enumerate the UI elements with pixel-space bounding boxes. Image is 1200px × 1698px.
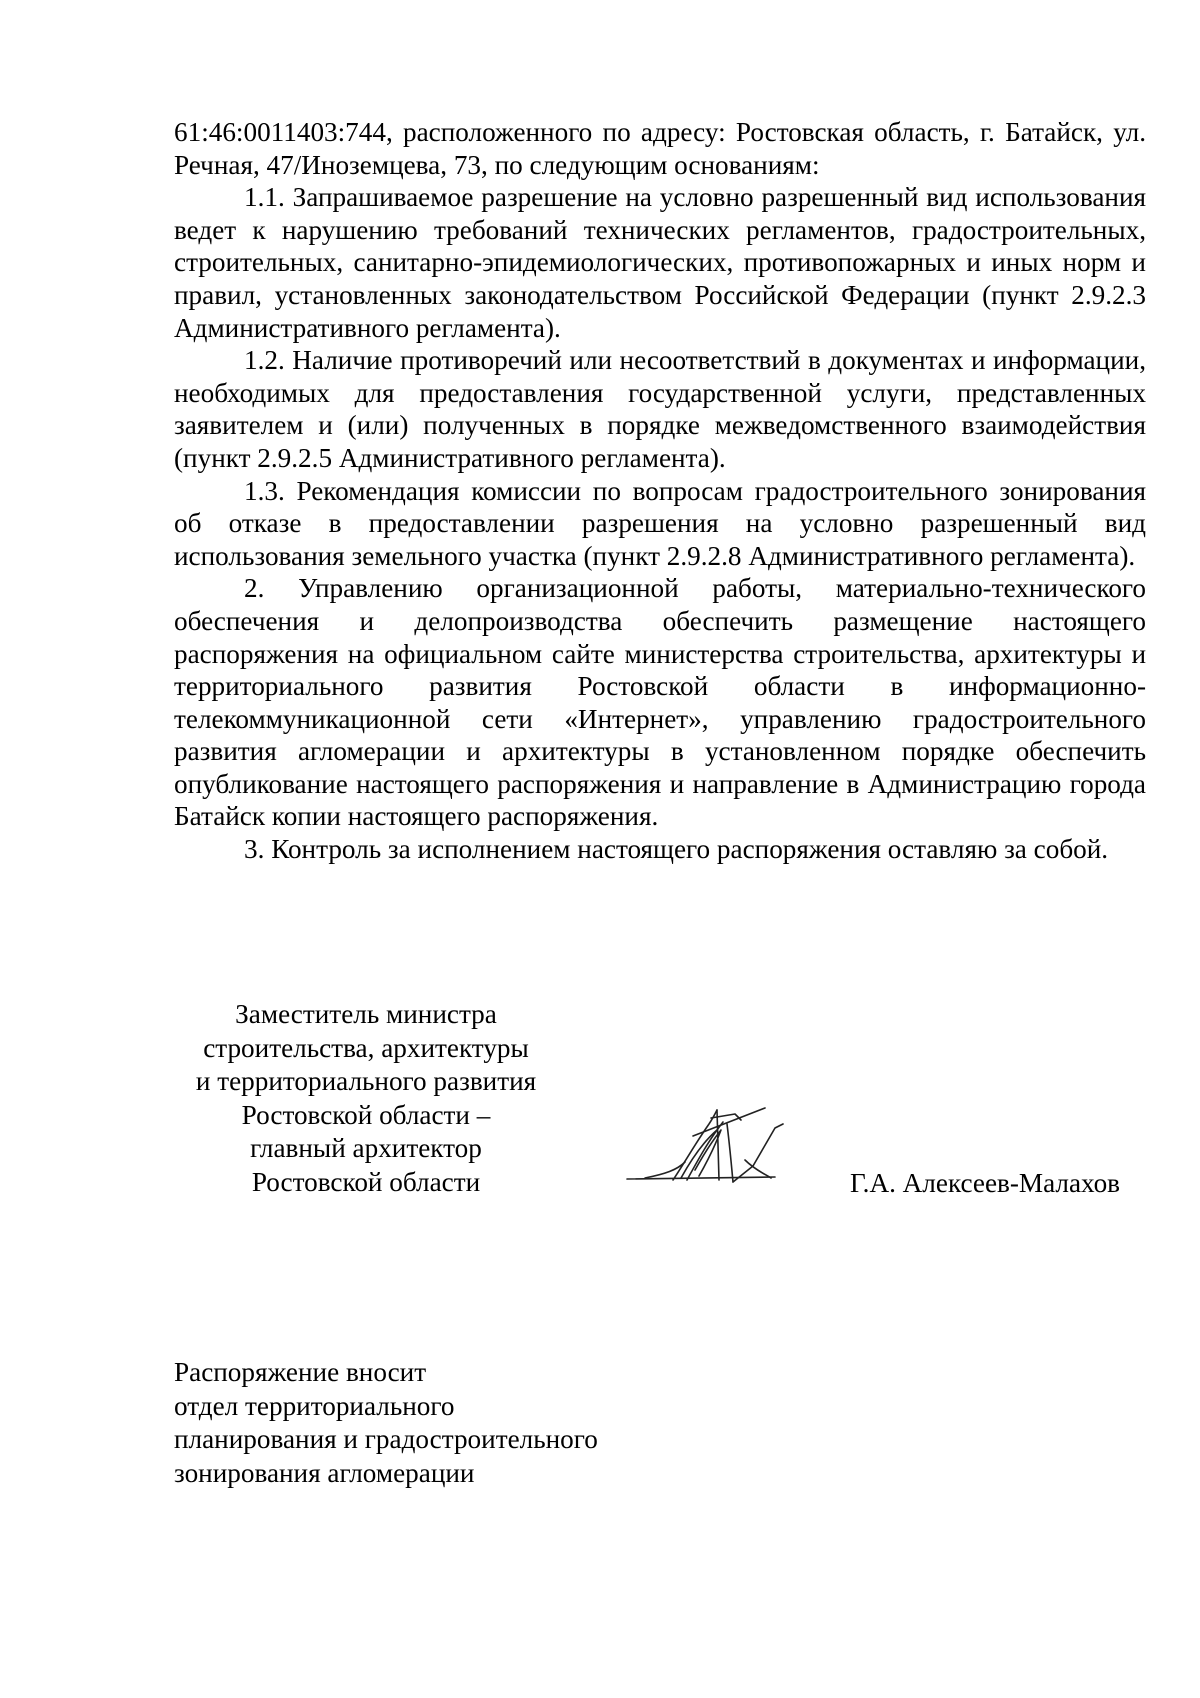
signatory-position-line: Заместитель министра	[235, 999, 497, 1029]
footer-line: зонирования агломерации	[174, 1457, 475, 1488]
signatory-position-line: строительства, архитектуры	[203, 1032, 529, 1063]
paragraph-3: 3. Контроль за исполнением настоящего распоряжения оставляю за собой.	[244, 834, 1109, 865]
signatory-position-line: Ростовской области	[251, 1166, 481, 1197]
footer-line: отдел территориального	[174, 1390, 455, 1421]
handwritten-signature	[625, 1100, 825, 1192]
signatory-position-line: Ростовской области –	[241, 1099, 491, 1130]
footer-line: планирования и градостроительного	[174, 1424, 598, 1455]
signatory-position	[170, 998, 562, 1200]
document-body	[174, 116, 1146, 866]
paragraph-1-3: 1.3. Рекомендация комиссии по вопросам градостроительного зонирования об отказе в предоставлении разрешения на условно разрешенный вид использования земельного участка (пункт 2.9.2.8 Административного регламента).	[174, 475, 1146, 571]
paragraph-1-1: 1.1. Запрашиваемое разрешение на условно разрешенный вид использования ведет к нарушению требований технических регламентов, градостроительных, строительных, санитарно-эпидемиологических, противопожарных и иных норм и правил, установленных законодательством Российской Федерации (пункт 2.9.2.3 Административного регламента).	[174, 182, 1146, 343]
paragraph-1-2: 1.2. Наличие противоречий или несоответствий в документах и информации, необходимых для предоставления государственной услуги, представленных заявителем и (или) полученных в порядке межведомственного взаимодействия (пункт 2.9.2.5 Административного регламента).	[174, 345, 1146, 473]
footer-line: Распоряжение вносит	[174, 1357, 427, 1387]
document-footer	[174, 1356, 598, 1490]
paragraph-2: 2. Управлению организационной работы, материально-технического обеспечения и делопроизводства обеспечить размещение настоящего распоряжения на официальном сайте министерства строительства, архитектуры и территориального развития Ростовской области в информационно-телекоммуникационной сети «Интернет», управлению градостроительного развития агломерации и архитектуры в установленном порядке обеспечить опубликование настоящего распоряжения и направление в Администрацию города Батайск копии настоящего распоряжения.	[174, 573, 1146, 832]
signatory-position-line: главный архитектор	[250, 1133, 482, 1164]
signatory-name: Г.А. Алексеев-Малахов	[850, 1168, 1121, 1198]
paragraph-intro: 61:46:0011403:744, расположенного по адресу: Ростовская область, г. Батайск, ул. Речная, 47/Иноземцева, 73, по следующим основаниям:	[174, 117, 1146, 180]
signatory-position-line: и территориального развития	[195, 1066, 537, 1097]
